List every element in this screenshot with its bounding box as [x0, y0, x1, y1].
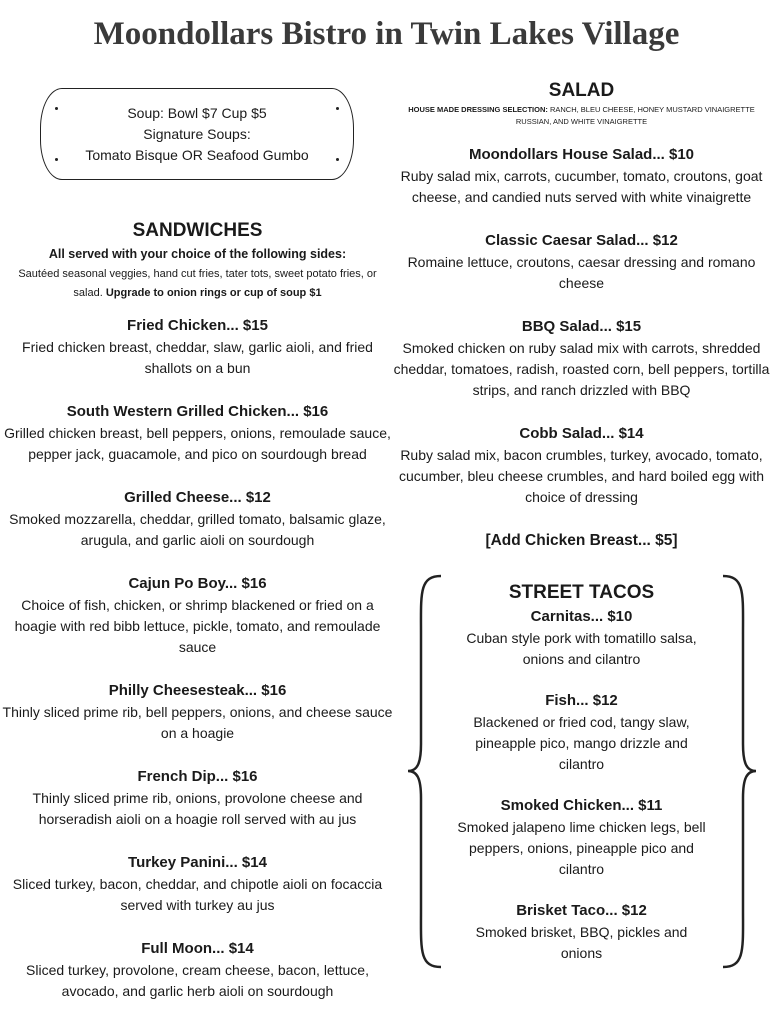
signature-soups-label: Signature Soups: — [143, 126, 251, 142]
menu-item-description: Cuban style pork with tomatillo salsa, onions and cilantro — [466, 630, 697, 667]
menu-item-description: Sliced turkey, provolone, cream cheese, bacon, lettuce, avocado, and garlic herb aioli on sourdough — [26, 962, 369, 999]
signature-soups: Tomato Bisque OR Seafood Gumbo — [85, 147, 309, 163]
soup-prices: Soup: Bowl $7 Cup $5 — [127, 105, 267, 121]
menu-item — [0, 680, 395, 744]
menu-item-description: Smoked brisket, BBQ, pickles and onions — [475, 924, 688, 961]
menu-item — [390, 230, 773, 294]
sides-list: Sautéed seasonal veggies, hand cut fries, tater tots, sweet potato fries, or salad. — [18, 268, 377, 299]
menu-item — [0, 766, 395, 830]
menu-item-name: Philly Cheesesteak... $16 — [108, 682, 287, 699]
menu-item-name: Turkey Panini... $14 — [128, 854, 267, 871]
ornament-dot — [55, 158, 58, 161]
right-column — [390, 78, 773, 984]
salad-header — [390, 78, 773, 128]
menu-item-description: Ruby salad mix, bacon crumbles, turkey, avocado, tomato, cucumber, bleu cheese crumbles, and hard boiled egg with choice of dressing — [399, 447, 764, 505]
menu-item-name: Full Moon... $14 — [141, 940, 254, 957]
menu-item-name: Grilled Cheese... $12 — [124, 489, 271, 506]
sandwiches-heading: SANDWICHES — [132, 220, 263, 241]
menu-item-name: Classic Caesar Salad... $12 — [485, 232, 678, 249]
dressing-selection — [390, 104, 773, 128]
left-column — [0, 88, 395, 1024]
menu-item — [0, 938, 395, 1002]
menu-item — [0, 487, 395, 551]
menu-item-name: Carnitas... $10 — [530, 608, 633, 625]
menu-item — [390, 423, 773, 508]
ornament-dot — [336, 158, 339, 161]
menu-item-name: Smoked Chicken... $11 — [500, 797, 663, 814]
add-chicken-note: [Add Chicken Breast... $5] — [485, 532, 678, 549]
menu-item-description: Romaine lettuce, croutons, caesar dressing and romano cheese — [407, 254, 756, 291]
soup-box — [40, 88, 354, 180]
menu-item — [390, 144, 773, 208]
sandwich-list — [0, 315, 395, 1002]
salad-heading: SALAD — [548, 80, 615, 101]
taco-list — [455, 606, 709, 964]
menu-item — [0, 401, 395, 465]
menu-item — [390, 316, 773, 401]
sides-text — [0, 265, 395, 303]
left-brace-icon — [405, 574, 445, 969]
page-title: Moondollars Bistro in Twin Lakes Village — [93, 16, 680, 52]
sides-heading: All served with your choice of the following sides: — [48, 247, 347, 261]
menu-item-name: South Western Grilled Chicken... $16 — [66, 403, 329, 420]
menu-item-description: Ruby salad mix, carrots, cucumber, tomato, croutons, goat cheese, and candied nuts served with white vinaigrette — [400, 168, 763, 205]
ornament-dot — [336, 107, 339, 110]
menu-item — [455, 900, 709, 964]
menu-item-description: Smoked chicken on ruby salad mix with carrots, shredded cheddar, tomatoes, radish, roasted corn, bell peppers, tortilla strips, and ranch drizzled with BBQ — [393, 340, 770, 398]
dressing-label: HOUSE MADE DRESSING SELECTION: — [408, 105, 548, 114]
menu-item-description: Thinly sliced prime rib, onions, provolone cheese and horseradish aioli on a hoagie roll served with au jus — [32, 790, 363, 827]
menu-item-name: Cobb Salad... $14 — [519, 425, 644, 442]
menu-item-description: Blackened or fried cod, tangy slaw, pineapple pico, mango drizzle and cilantro — [473, 714, 690, 772]
tacos-heading: STREET TACOS — [508, 582, 655, 603]
menu-item-name: Fried Chicken... $15 — [127, 317, 268, 334]
menu-item-name: French Dip... $16 — [137, 768, 258, 785]
menu-item-name: Cajun Po Boy... $16 — [128, 575, 267, 592]
dressing-list: RANCH, BLEU CHEESE, HONEY MUSTARD VINAIGRETTE RUSSIAN, AND WHITE VINAIGRETTE — [515, 105, 755, 126]
menu-item — [455, 795, 709, 880]
menu-item — [0, 852, 395, 916]
menu-item-name: Fish... $12 — [545, 692, 618, 709]
menu-item-name: BBQ Salad... $15 — [521, 318, 642, 335]
menu-item-description: Smoked jalapeno lime chicken legs, bell peppers, onions, pineapple pico and cilantro — [457, 819, 706, 877]
street-tacos-section — [455, 574, 709, 964]
menu-item-name: Moondollars House Salad... $10 — [468, 146, 695, 163]
menu-item — [0, 573, 395, 658]
menu-item — [455, 606, 709, 670]
upgrade-note: Upgrade to onion rings or cup of soup $1 — [105, 287, 322, 299]
menu-item — [455, 690, 709, 775]
menu-item-description: Choice of fish, chicken, or shrimp blackened or fried on a hoagie with red bibb lettuce, pickle, tomato, and remoulade sauce — [14, 597, 381, 655]
right-brace-icon — [719, 574, 759, 969]
menu-item-description: Grilled chicken breast, bell peppers, onions, remoulade sauce, pepper jack, guacamole, and pico on sourdough bread — [4, 425, 391, 462]
menu-item-description: Thinly sliced prime rib, bell peppers, onions, and cheese sauce on a hoagie — [2, 704, 393, 741]
sandwiches-header — [0, 218, 395, 303]
salad-list — [390, 144, 773, 508]
menu-item-description: Sliced turkey, bacon, cheddar, and chipotle aioli on focaccia served with turkey au jus — [12, 876, 383, 913]
menu-item-name: Brisket Taco... $12 — [516, 902, 647, 919]
ornament-dot — [55, 107, 58, 110]
menu-item-description: Fried chicken breast, cheddar, slaw, garlic aioli, and fried shallots on a bun — [22, 339, 373, 376]
menu-item — [0, 315, 395, 379]
menu-item-description: Smoked mozzarella, cheddar, grilled tomato, balsamic glaze, arugula, and garlic aioli on sourdough — [9, 511, 386, 548]
